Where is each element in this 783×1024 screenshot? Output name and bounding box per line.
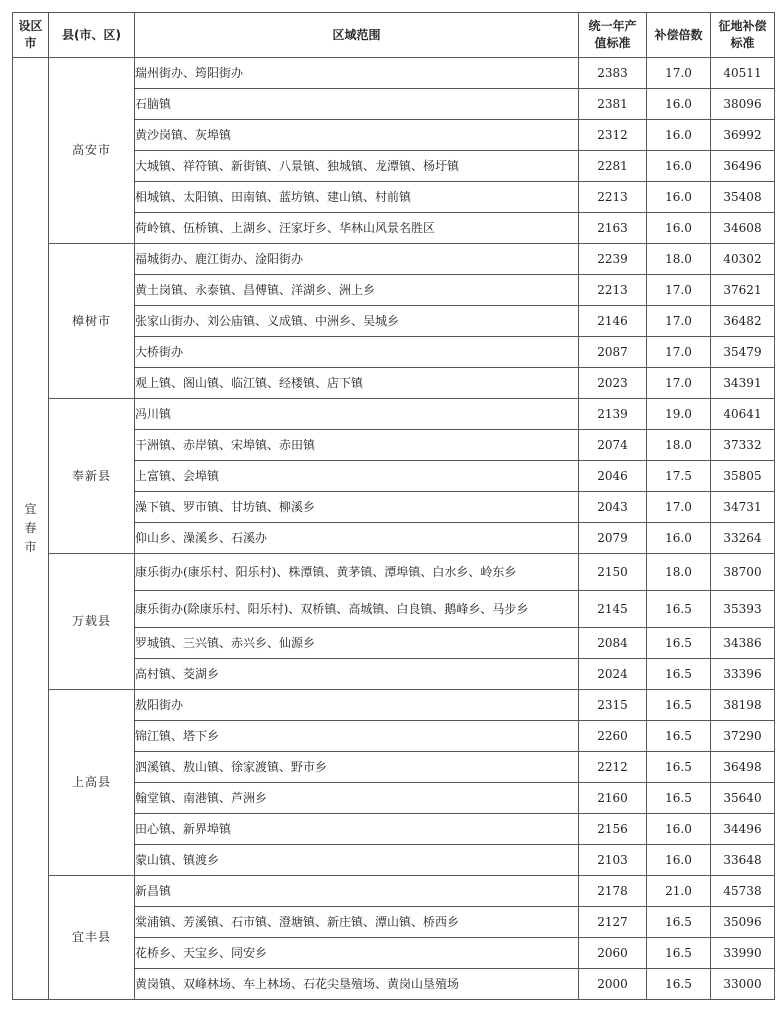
- region-cell: 黄土岗镇、永泰镇、昌傅镇、洋湖乡、洲上乡: [135, 275, 579, 306]
- region-cell: 棠浦镇、芳溪镇、石市镇、澄塘镇、新庄镇、潭山镇、桥西乡: [135, 907, 579, 938]
- compensation-cell: 37621: [711, 275, 775, 306]
- compensation-cell: 35393: [711, 591, 775, 628]
- compensation-cell: 34391: [711, 368, 775, 399]
- region-cell: 黄沙岗镇、灰埠镇: [135, 120, 579, 151]
- compensation-cell: 33990: [711, 938, 775, 969]
- multiple-cell: 17.0: [647, 368, 711, 399]
- multiple-cell: 16.5: [647, 690, 711, 721]
- multiple-cell: 21.0: [647, 876, 711, 907]
- multiple-cell: 16.5: [647, 591, 711, 628]
- multiple-cell: 16.5: [647, 783, 711, 814]
- multiple-cell: 16.0: [647, 120, 711, 151]
- region-cell: 罗城镇、三兴镇、赤兴乡、仙源乡: [135, 628, 579, 659]
- output-cell: 2281: [579, 151, 647, 182]
- header-multiple: 补偿倍数: [647, 13, 711, 58]
- city-cell: [13, 58, 49, 1000]
- compensation-cell: 33396: [711, 659, 775, 690]
- multiple-cell: 16.0: [647, 213, 711, 244]
- output-cell: 2074: [579, 430, 647, 461]
- region-cell: 上富镇、会埠镇: [135, 461, 579, 492]
- multiple-cell: 16.5: [647, 659, 711, 690]
- output-cell: 2315: [579, 690, 647, 721]
- multiple-cell: 18.0: [647, 430, 711, 461]
- compensation-cell: 36992: [711, 120, 775, 151]
- region-cell: 泗溪镇、敖山镇、徐家渡镇、野市乡: [135, 752, 579, 783]
- table-row: [13, 554, 775, 591]
- output-cell: 2383: [579, 58, 647, 89]
- county-cell: 高安市: [49, 58, 135, 244]
- multiple-cell: 17.0: [647, 492, 711, 523]
- compensation-cell: 40641: [711, 399, 775, 430]
- region-cell: 张家山街办、刘公庙镇、义成镇、中洲乡、吴城乡: [135, 306, 579, 337]
- compensation-cell: 35640: [711, 783, 775, 814]
- output-cell: 2087: [579, 337, 647, 368]
- output-cell: 2239: [579, 244, 647, 275]
- table-row: [13, 690, 775, 721]
- region-cell: 瑞州街办、筠阳街办: [135, 58, 579, 89]
- region-cell: 冯川镇: [135, 399, 579, 430]
- region-cell: 干洲镇、赤岸镇、宋埠镇、赤田镇: [135, 430, 579, 461]
- multiple-cell: 16.5: [647, 628, 711, 659]
- region-cell: 观上镇、阁山镇、临江镇、经楼镇、店下镇: [135, 368, 579, 399]
- header-region: 区域范围: [135, 13, 579, 58]
- output-cell: 2213: [579, 275, 647, 306]
- multiple-cell: 17.0: [647, 58, 711, 89]
- output-cell: 2127: [579, 907, 647, 938]
- compensation-cell: 36498: [711, 752, 775, 783]
- region-cell: 大城镇、祥符镇、新街镇、八景镇、独城镇、龙潭镇、杨圩镇: [135, 151, 579, 182]
- region-cell: 大桥街办: [135, 337, 579, 368]
- region-cell: 敖阳街办: [135, 690, 579, 721]
- region-cell: 田心镇、新界埠镇: [135, 814, 579, 845]
- county-cell: 万载县: [49, 554, 135, 690]
- output-cell: 2260: [579, 721, 647, 752]
- multiple-cell: 16.0: [647, 89, 711, 120]
- header-county: 县(市、区): [49, 13, 135, 58]
- multiple-cell: 16.0: [647, 814, 711, 845]
- region-cell: 高村镇、茭湖乡: [135, 659, 579, 690]
- compensation-cell: 35408: [711, 182, 775, 213]
- compensation-cell: 37332: [711, 430, 775, 461]
- multiple-cell: 16.0: [647, 151, 711, 182]
- multiple-cell: 17.0: [647, 306, 711, 337]
- multiple-cell: 16.0: [647, 845, 711, 876]
- output-cell: 2156: [579, 814, 647, 845]
- multiple-cell: 16.0: [647, 182, 711, 213]
- compensation-cell: 38198: [711, 690, 775, 721]
- table-body: [13, 58, 775, 1000]
- multiple-cell: 16.5: [647, 752, 711, 783]
- compensation-cell: 35096: [711, 907, 775, 938]
- multiple-cell: 17.0: [647, 275, 711, 306]
- output-cell: 2150: [579, 554, 647, 591]
- compensation-cell: 40302: [711, 244, 775, 275]
- multiple-cell: 16.0: [647, 523, 711, 554]
- output-cell: 2145: [579, 591, 647, 628]
- region-cell: 锦江镇、塔下乡: [135, 721, 579, 752]
- multiple-cell: 16.5: [647, 938, 711, 969]
- output-cell: 2024: [579, 659, 647, 690]
- region-cell: 仰山乡、澡溪乡、石溪办: [135, 523, 579, 554]
- table-row: [13, 399, 775, 430]
- compensation-cell: 34608: [711, 213, 775, 244]
- output-cell: 2146: [579, 306, 647, 337]
- output-cell: 2312: [579, 120, 647, 151]
- multiple-cell: 17.0: [647, 337, 711, 368]
- region-cell: 康乐街办(康乐村、阳乐村)、株潭镇、黄茅镇、潭埠镇、白水乡、岭东乡: [135, 554, 579, 591]
- output-cell: 2060: [579, 938, 647, 969]
- multiple-cell: 17.5: [647, 461, 711, 492]
- output-cell: 2160: [579, 783, 647, 814]
- compensation-cell: 35479: [711, 337, 775, 368]
- output-cell: 2381: [579, 89, 647, 120]
- output-cell: 2000: [579, 969, 647, 1000]
- table-row: [13, 244, 775, 275]
- output-cell: 2079: [579, 523, 647, 554]
- table-row: [13, 876, 775, 907]
- output-cell: 2046: [579, 461, 647, 492]
- region-cell: 石脑镇: [135, 89, 579, 120]
- multiple-cell: 16.5: [647, 721, 711, 752]
- region-cell: 新昌镇: [135, 876, 579, 907]
- output-cell: 2178: [579, 876, 647, 907]
- region-cell: 相城镇、太阳镇、田南镇、蓝坊镇、建山镇、村前镇: [135, 182, 579, 213]
- compensation-cell: 35805: [711, 461, 775, 492]
- county-cell: 奉新县: [49, 399, 135, 554]
- compensation-cell: 38700: [711, 554, 775, 591]
- compensation-cell: 34496: [711, 814, 775, 845]
- county-cell: 上高县: [49, 690, 135, 876]
- region-cell: 黄岗镇、双峰林场、车上林场、石花尖垦殖场、黄岗山垦殖场: [135, 969, 579, 1000]
- multiple-cell: 19.0: [647, 399, 711, 430]
- header-row: [13, 13, 775, 58]
- multiple-cell: 18.0: [647, 244, 711, 275]
- multiple-cell: 16.5: [647, 907, 711, 938]
- output-cell: 2139: [579, 399, 647, 430]
- compensation-cell: 36482: [711, 306, 775, 337]
- county-cell: 樟树市: [49, 244, 135, 399]
- compensation-cell: 36496: [711, 151, 775, 182]
- compensation-table: [12, 12, 775, 1000]
- region-cell: 蒙山镇、镇渡乡: [135, 845, 579, 876]
- compensation-cell: 37290: [711, 721, 775, 752]
- region-cell: 澡下镇、罗市镇、甘坊镇、柳溪乡: [135, 492, 579, 523]
- region-cell: 花桥乡、天宝乡、同安乡: [135, 938, 579, 969]
- header-output: 统一年产值标准: [579, 13, 647, 58]
- compensation-cell: 34386: [711, 628, 775, 659]
- region-cell: 翰堂镇、南港镇、芦洲乡: [135, 783, 579, 814]
- city-name: 宜春市: [24, 502, 37, 554]
- output-cell: 2212: [579, 752, 647, 783]
- county-cell: 宜丰县: [49, 876, 135, 1000]
- compensation-cell: 45738: [711, 876, 775, 907]
- output-cell: 2043: [579, 492, 647, 523]
- output-cell: 2213: [579, 182, 647, 213]
- compensation-cell: 33648: [711, 845, 775, 876]
- output-cell: 2084: [579, 628, 647, 659]
- multiple-cell: 18.0: [647, 554, 711, 591]
- region-cell: 福城街办、鹿江街办、淦阳街办: [135, 244, 579, 275]
- region-cell: 康乐街办(除康乐村、阳乐村)、双桥镇、高城镇、白良镇、鹅峰乡、马步乡: [135, 591, 579, 628]
- compensation-cell: 34731: [711, 492, 775, 523]
- compensation-cell: 40511: [711, 58, 775, 89]
- header-city: 设区市: [13, 13, 49, 58]
- compensation-cell: 38096: [711, 89, 775, 120]
- multiple-cell: 16.5: [647, 969, 711, 1000]
- header-compensation: 征地补偿标准: [711, 13, 775, 58]
- output-cell: 2103: [579, 845, 647, 876]
- compensation-cell: 33264: [711, 523, 775, 554]
- output-cell: 2023: [579, 368, 647, 399]
- output-cell: 2163: [579, 213, 647, 244]
- table-row: [13, 58, 775, 89]
- region-cell: 荷岭镇、伍桥镇、上湖乡、汪家圩乡、华林山风景名胜区: [135, 213, 579, 244]
- compensation-cell: 33000: [711, 969, 775, 1000]
